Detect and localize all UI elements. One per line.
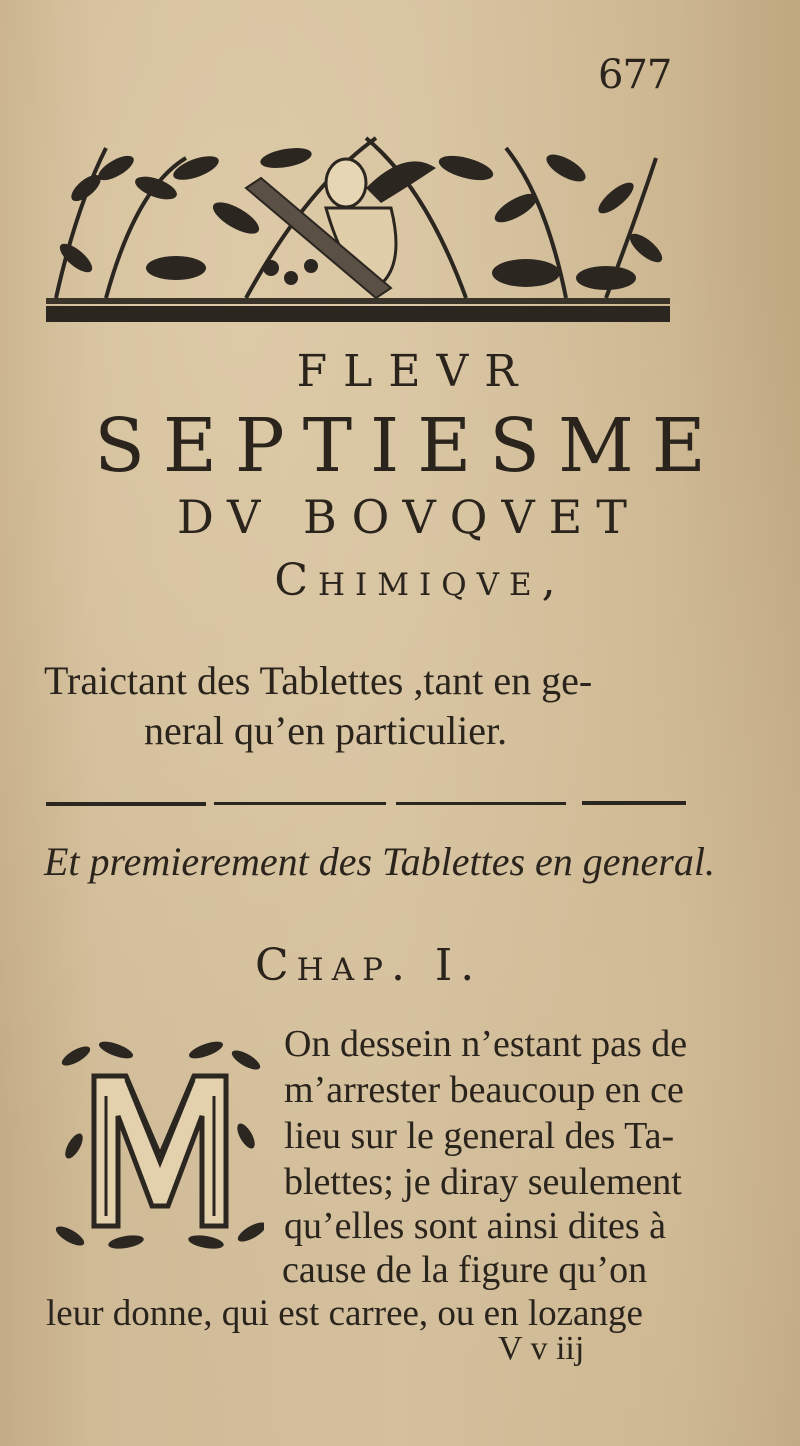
title-line-4: Chimiqve, [274, 555, 566, 606]
page-number: 677 [598, 52, 672, 98]
subtitle-line-2: neral qu’en particulier. [144, 708, 508, 753]
body-line-1: On dessein n’estant pas de [284, 1023, 688, 1065]
title-line-3: DV BOVQVET [177, 490, 641, 544]
body-line-3: lieu sur le general des Ta- [284, 1115, 675, 1157]
chapter-heading: Chap. I. [255, 940, 483, 991]
body-line-4: blettes; je diray seulement [284, 1161, 682, 1203]
section-heading: Et premierement des Tablettes en general. [44, 839, 715, 884]
floral-cherub-ornament-icon [46, 128, 670, 328]
title-line-2: SEPTIESME [94, 403, 724, 489]
body-line-2: m’arrester beaucoup en ce [284, 1069, 684, 1111]
title-line-1: FLEVR [296, 346, 534, 397]
decorated-initial-m-icon [56, 1036, 264, 1256]
body-line-6: cause de la figure qu’on [282, 1249, 648, 1291]
body-line-5: qu’elles sont ainsi dites à [284, 1205, 667, 1247]
subtitle-line-1: Traictant des Tablettes ,tant en ge- [44, 658, 593, 703]
body-line-7: leur donne, qui est carree, ou en lozange [46, 1293, 643, 1334]
signature-mark: V v iij [498, 1330, 585, 1367]
subtitle [44, 656, 694, 756]
section-divider [46, 800, 686, 808]
